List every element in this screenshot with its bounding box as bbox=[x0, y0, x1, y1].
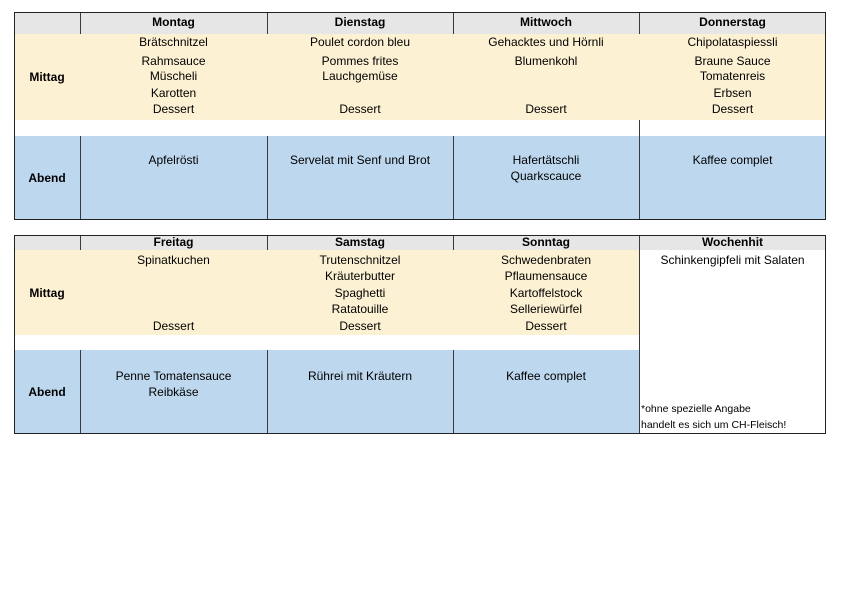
abend-cell-samstag bbox=[267, 350, 453, 434]
menu-item: Hafertätschli bbox=[512, 153, 580, 167]
menu-item: Spinatkuchen bbox=[137, 253, 210, 267]
grid-line bbox=[80, 235, 81, 250]
mittag-cell-dienstag bbox=[267, 34, 453, 120]
menu-item: Reibkäse bbox=[148, 385, 199, 399]
dessert-label: Dessert bbox=[525, 319, 567, 333]
menu-item: Karotten bbox=[150, 86, 197, 100]
menu-table-week-part-2 bbox=[14, 235, 826, 434]
menu-item: Müscheli bbox=[149, 69, 198, 83]
wochenhit-item: Schinkengipfeli mit Salaten bbox=[660, 253, 805, 267]
row-label-mittag-text: Mittag bbox=[29, 285, 65, 300]
footnote-line: *ohne spezielle Angabe bbox=[641, 403, 751, 415]
row-label-mittag bbox=[14, 34, 80, 120]
grid-line bbox=[267, 350, 268, 434]
grid-line bbox=[639, 120, 640, 220]
menu-item: Pflaumensauce bbox=[504, 269, 588, 283]
menu-item: Kartoffelstock bbox=[509, 286, 583, 300]
dessert-label: Dessert bbox=[152, 319, 195, 333]
header-day-sonntag: Sonntag bbox=[453, 235, 639, 250]
header-corner bbox=[14, 12, 80, 34]
row-label-abend-text: Abend bbox=[28, 385, 66, 399]
dessert-label: Dessert bbox=[152, 102, 195, 116]
menu-item: Gehacktes und Hörnli bbox=[488, 35, 604, 49]
grid-line bbox=[80, 350, 81, 434]
dessert-label: Dessert bbox=[525, 102, 567, 116]
mittag-cell-montag bbox=[80, 34, 267, 120]
mittag-cell-donnerstag bbox=[639, 34, 826, 120]
row-label-mittag bbox=[14, 250, 80, 335]
grid-line bbox=[453, 350, 454, 434]
header-day-donnerstag: Donnerstag bbox=[639, 12, 826, 34]
mittag-cell-sonntag bbox=[453, 250, 639, 335]
menu-item: Selleriewürfel bbox=[509, 302, 583, 316]
menu-item: Kaffee complet bbox=[692, 153, 773, 167]
row-label-abend-text: Abend bbox=[28, 171, 66, 185]
row-label-mittag-text: Mittag bbox=[29, 70, 65, 84]
menu-item: Pommes frites bbox=[321, 54, 399, 68]
abend-cell-freitag bbox=[80, 350, 267, 434]
menu-item: Ratatouille bbox=[331, 302, 389, 316]
header-wochenhit: Wochenhit bbox=[639, 235, 826, 250]
menu-item: Schwedenbraten bbox=[500, 253, 592, 267]
abend-cell-montag bbox=[80, 136, 267, 220]
grid-line bbox=[453, 12, 454, 34]
menu-item: Chipolataspiessli bbox=[687, 35, 778, 49]
grid-line bbox=[267, 12, 268, 34]
abend-cell-sonntag bbox=[453, 350, 639, 434]
menu-item: Spaghetti bbox=[334, 286, 386, 300]
row-label-abend bbox=[14, 136, 80, 220]
dessert-label: Dessert bbox=[711, 102, 754, 116]
menu-item: Blumenkohl bbox=[514, 54, 578, 68]
abend-cell-donnerstag bbox=[639, 136, 826, 220]
grid-line bbox=[639, 12, 640, 34]
menu-item: Erbsen bbox=[713, 86, 752, 100]
grid-line bbox=[639, 235, 640, 434]
abend-cell-dienstag bbox=[267, 136, 453, 220]
grid-line bbox=[267, 136, 268, 220]
menu-item: Braune Sauce bbox=[694, 54, 771, 68]
abend-cell-mittwoch bbox=[453, 136, 639, 220]
dessert-label: Dessert bbox=[339, 319, 381, 333]
header-day-freitag: Freitag bbox=[80, 235, 267, 250]
header-day-dienstag: Dienstag bbox=[267, 12, 453, 34]
mittag-cell-freitag bbox=[80, 250, 267, 335]
grid-line bbox=[453, 136, 454, 220]
menu-item: Poulet cordon bleu bbox=[309, 35, 411, 49]
footnote-line: handelt es sich um CH-Fleisch! bbox=[641, 419, 787, 431]
menu-item: Brätschnitzel bbox=[139, 35, 208, 49]
menu-item: Tomatenreis bbox=[699, 69, 766, 83]
menu-item: Rührei mit Kräutern bbox=[307, 369, 413, 383]
menu-item: Apfelrösti bbox=[148, 153, 199, 167]
grid-line bbox=[267, 235, 268, 250]
header-day-mittwoch: Mittwoch bbox=[453, 12, 639, 34]
menu-item: Kaffee complet bbox=[506, 369, 586, 383]
header-corner bbox=[14, 235, 80, 250]
menu-item: Kräuterbutter bbox=[324, 269, 396, 283]
grid-line bbox=[453, 235, 454, 250]
menu-table-week-part-1 bbox=[14, 12, 826, 220]
menu-item: Trutenschnitzel bbox=[319, 253, 401, 267]
mittag-cell-samstag bbox=[267, 250, 453, 335]
grid-line bbox=[80, 12, 81, 34]
mittag-cell-mittwoch bbox=[453, 34, 639, 120]
menu-item: Penne Tomatensauce bbox=[115, 369, 232, 383]
header-day-samstag: Samstag bbox=[267, 235, 453, 250]
row-label-abend bbox=[14, 350, 80, 434]
menu-item: Quarkscauce bbox=[510, 169, 582, 183]
menu-item: Lauchgemüse bbox=[322, 69, 398, 83]
grid-line bbox=[80, 136, 81, 220]
header-day-montag: Montag bbox=[80, 12, 267, 34]
menu-item: Servelat mit Senf und Brot bbox=[289, 153, 431, 167]
menu-item: Rahmsauce bbox=[141, 54, 206, 68]
dessert-label: Dessert bbox=[339, 102, 381, 116]
